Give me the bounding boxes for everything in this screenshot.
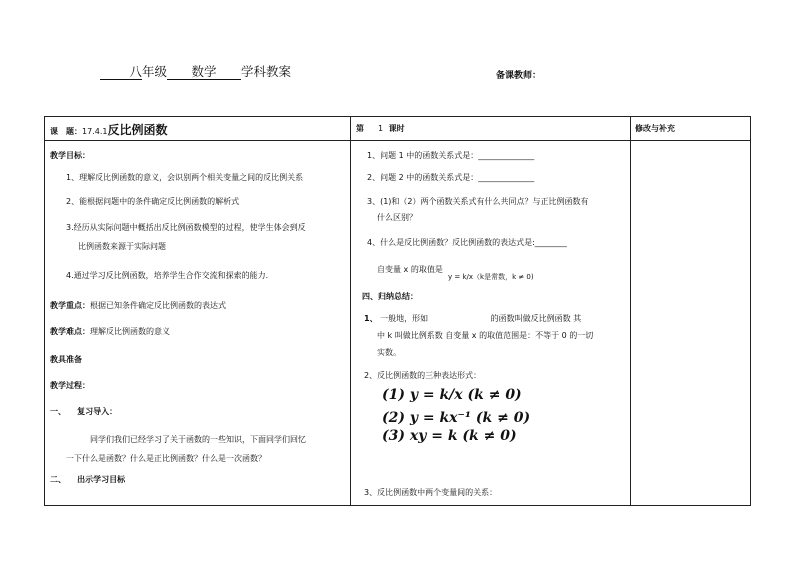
question-2: 2、问题 2 中的函数关系式是：______________ [367, 173, 535, 182]
table-col-divider-2 [630, 116, 631, 506]
summary-heading: 四、归纳总结： [362, 292, 418, 301]
summary-item-2: 2、反比例函数的三种表达形式： [364, 371, 482, 380]
difficult-point: 教学难点：理解反比例函数的意义 [50, 327, 170, 336]
subject-field: 数学 [167, 65, 241, 80]
inverse-formula-note: y = k/x（k是常数，k ≠ 0) [448, 273, 534, 281]
topic-cell: 课 题：17.4.1反比例函数 [50, 123, 168, 137]
formula-3: (3) xy = k (k ≠ 0) [382, 428, 517, 444]
review-text-b: 一下什么是函数？什么是正比例函数？什么是一次函数？ [66, 454, 266, 463]
summary-item-1-line-1: 1、 一般地，形如 的函数叫做反比例函数 其 [364, 314, 582, 323]
question-1: 1、问题 1 中的函数关系式是：______________ [367, 151, 535, 160]
lesson-cell: 第 1 课时 [356, 124, 405, 133]
question-3b: 什么区别？ [377, 213, 417, 222]
section-1-heading: 一、 复习导入： [50, 407, 118, 416]
process-heading: 教学过程： [50, 381, 90, 390]
document-header: 八年级 数学 学科教案 [100, 62, 291, 80]
revision-header: 修改与补充 [635, 124, 675, 133]
key-point: 教学重点：根据已知条件确定反比例函数的表达式 [50, 301, 226, 310]
topic-code: 17.4.1 [82, 127, 108, 136]
summary-item-1-line-2: 中 k 叫做比例系数 自变量 x 的取值范围是：不等于 0 的一切 [377, 331, 594, 340]
objective-3a: 3.经历从实际问题中概括出反比例函数模型的过程，使学生体会到反 [66, 223, 306, 232]
summary-item-3: 3、反比例函数中两个变量间的关系： [364, 488, 498, 497]
table-col-divider-1 [350, 116, 351, 506]
objective-4: 4.通过学习反比例函数，培养学生合作交流和探索的能力. [66, 271, 269, 280]
formula-2: (2) y = kx⁻¹ (k ≠ 0) [382, 410, 531, 426]
table-header-divider [44, 140, 751, 141]
question-4-range: 自变量 x 的取值是 [377, 265, 443, 274]
summary-item-1-line-3: 实数。 [377, 348, 401, 357]
objective-1: 1、理解反比例函数的意义，会识别两个相关变量之间的反比例关系 [66, 173, 304, 182]
objective-3b: 比例函数来源于实际问题 [78, 242, 166, 251]
tools-heading: 教具准备 [50, 355, 82, 364]
section-2-heading: 二、 出示学习目标 [50, 475, 126, 484]
topic-title: 反比例函数 [107, 123, 168, 137]
question-4: 4、什么是反比例函数？反比例函数的表达式是:________ [367, 238, 567, 247]
grade-field: 八 [100, 65, 142, 80]
teacher-label: 备课教师： [496, 71, 542, 81]
formula-1: (1) y = k/x (k ≠ 0) [382, 387, 522, 403]
question-3a: 3、(1)和（2）两个函数关系式有什么共同点？与正比例函数有 [367, 197, 589, 206]
objective-2: 2、能根据问题中的条件确定反比例函数的解析式 [66, 197, 240, 206]
review-text-a: 同学们我们已经学习了关于函数的一些知识，下面同学们回忆 [90, 435, 306, 444]
objectives-heading: 教学目标： [50, 151, 90, 160]
